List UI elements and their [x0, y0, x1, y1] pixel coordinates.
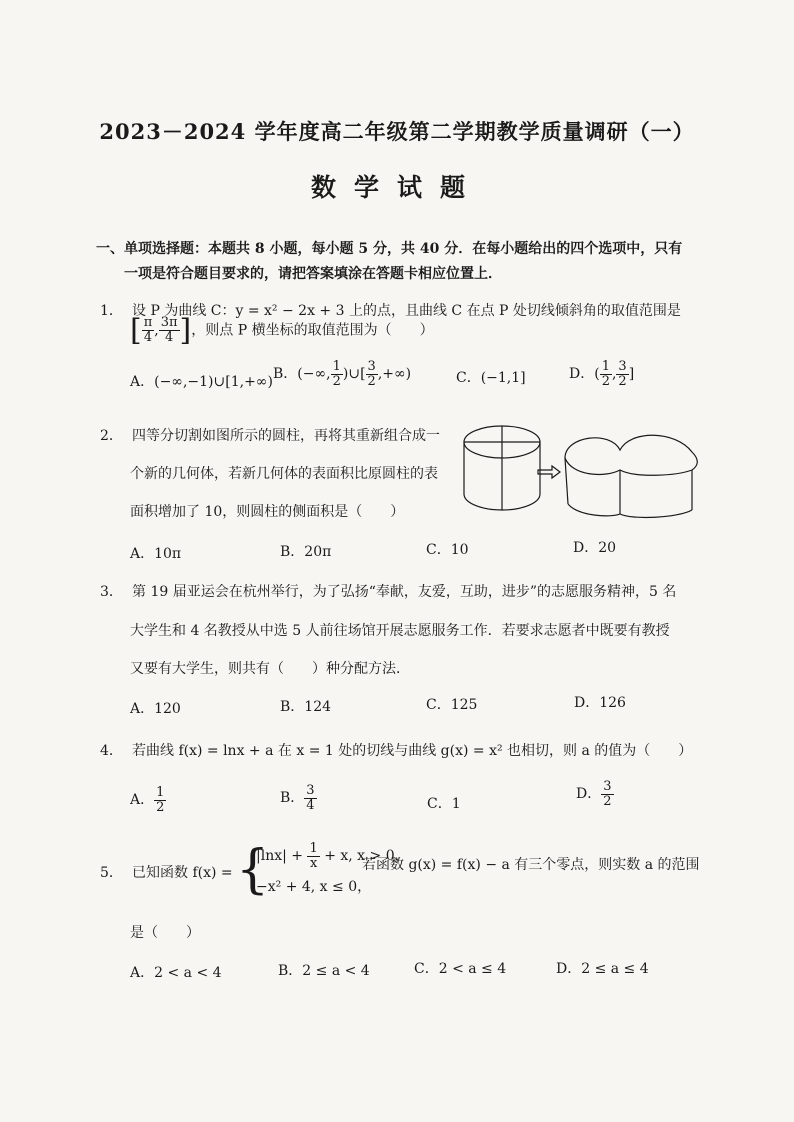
q1-option-b: B．(−∞, $\frac{1}{2}$ )∪[ $\frac{3}{2}$ ,+∞)	[273, 359, 412, 389]
q1-interval-open: [	[130, 313, 142, 348]
recombined-solid	[565, 435, 697, 517]
q5-piecewise-brace: {	[236, 840, 270, 900]
q5-option-d: D．2 ≤ a ≤ 4	[556, 961, 649, 977]
q3-stem-line2: 大学生和 4 名教授从中选 5 人前往场馆开展志愿服务工作．若要求志愿者中既要有教授	[130, 623, 670, 639]
q4-option-a: A． $\frac{1}{2}$	[130, 785, 165, 815]
q2-option-d: D．20	[573, 540, 617, 556]
q1-option-a: A．(−∞,−1)∪[1,+∞)	[130, 374, 273, 390]
q1-option-d: D．( $\frac{1}{2}$ , $\frac{3}{2}$ ]	[569, 359, 635, 389]
exam-title: 2023－2024 学年度高二年级第二学期教学质量调研（一）	[99, 119, 695, 144]
q2-stem-line3: 面积增加了 10，则圆柱的侧面积是（ ）	[130, 504, 405, 520]
q4-number: 4．	[100, 743, 123, 759]
q2-stem-line1: 四等分切割如图所示的圆柱，再将其重新组合成一	[132, 428, 440, 444]
q1-option-c: C．(−1,1]	[456, 370, 526, 386]
q2-option-a: A．10π	[130, 546, 182, 562]
q2-number: 2．	[100, 428, 123, 444]
q3-option-a: A．120	[130, 701, 181, 717]
q1-interval-close: ]	[179, 313, 192, 348]
section-instructions-line2: 一项是符合题目要求的，请把答案填涂在答题卡相应位置上．	[124, 266, 502, 282]
q1-stem-line2: ，则点 P 横坐标的取值范围为（ ）	[191, 322, 434, 339]
q1-interval-a: $\frac{\pi}{4}$	[143, 315, 153, 345]
q3-option-b: B．124	[280, 699, 332, 715]
q1-stem-line1: 设 P 为曲线 C：y = x² − 2x + 3 上的点，且曲线 C 在点 P 处切线倾斜角的取值范围是	[132, 303, 681, 319]
q3-stem-line3: 又要有大学生，则共有（ ）种分配方法．	[130, 661, 410, 677]
q5-case1: |lnx| + $\frac{1}{x}$ + x, x > 0，	[256, 841, 409, 871]
exam-subtitle: 数学试题	[310, 173, 483, 202]
q5-prefix: 已知函数 f(x) =	[132, 865, 233, 881]
q2-option-c: C．10	[426, 542, 469, 558]
q5-stem-line2: 是（ ）	[130, 925, 200, 941]
q4-option-b: B． $\frac{3}{4}$	[280, 783, 315, 813]
section-instructions-line1: 一、单项选择题：本题共 8 小题，每小题 5 分，共 40 分．在每小题给出的四个选项中，只有	[96, 241, 683, 257]
q4-option-d: D． $\frac{3}{2}$	[576, 779, 612, 809]
q4-stem: 若曲线 f(x) = lnx + a 在 x = 1 处的切线与曲线 g(x) = x² 也相切，则 a 的值为（ ）	[132, 743, 693, 759]
cylinder-figure	[460, 414, 710, 524]
q3-number: 3．	[100, 584, 123, 600]
q4-option-c: C．1	[427, 796, 461, 812]
q5-suffix: 若函数 g(x) = f(x) − a 有三个零点，则实数 a 的范围	[362, 857, 700, 873]
q1-interval-row: [ $\frac{\pi}{4}$ , $\frac{3\pi}{4}$ ]，则点 P 横坐标的取值范围为（ ）	[130, 313, 434, 348]
q3-option-c: C．125	[426, 697, 478, 713]
q2-option-b: B．20π	[280, 544, 332, 560]
q1-number: 1．	[100, 303, 123, 319]
transform-arrow	[538, 466, 560, 478]
q5-option-c: C．2 < a ≤ 4	[414, 961, 507, 977]
q5-case2: −x² + 4, x ≤ 0，	[256, 879, 372, 895]
original-cylinder	[464, 426, 540, 510]
q5-option-b: B．2 ≤ a < 4	[278, 963, 370, 979]
q5-number: 5．	[100, 865, 123, 881]
q1-interval-b: $\frac{3\pi}{4}$	[160, 315, 178, 345]
q5-option-a: A．2 < a < 4	[130, 965, 222, 981]
q3-stem-line1: 第 19 届亚运会在杭州举行，为了弘扬“奉献，友爱，互助，进步”的志愿服务精神，5 名	[132, 584, 677, 600]
q2-stem-line2: 个新的几何体，若新几何体的表面积比原圆柱的表	[130, 466, 438, 482]
q3-option-d: D．126	[574, 695, 626, 711]
